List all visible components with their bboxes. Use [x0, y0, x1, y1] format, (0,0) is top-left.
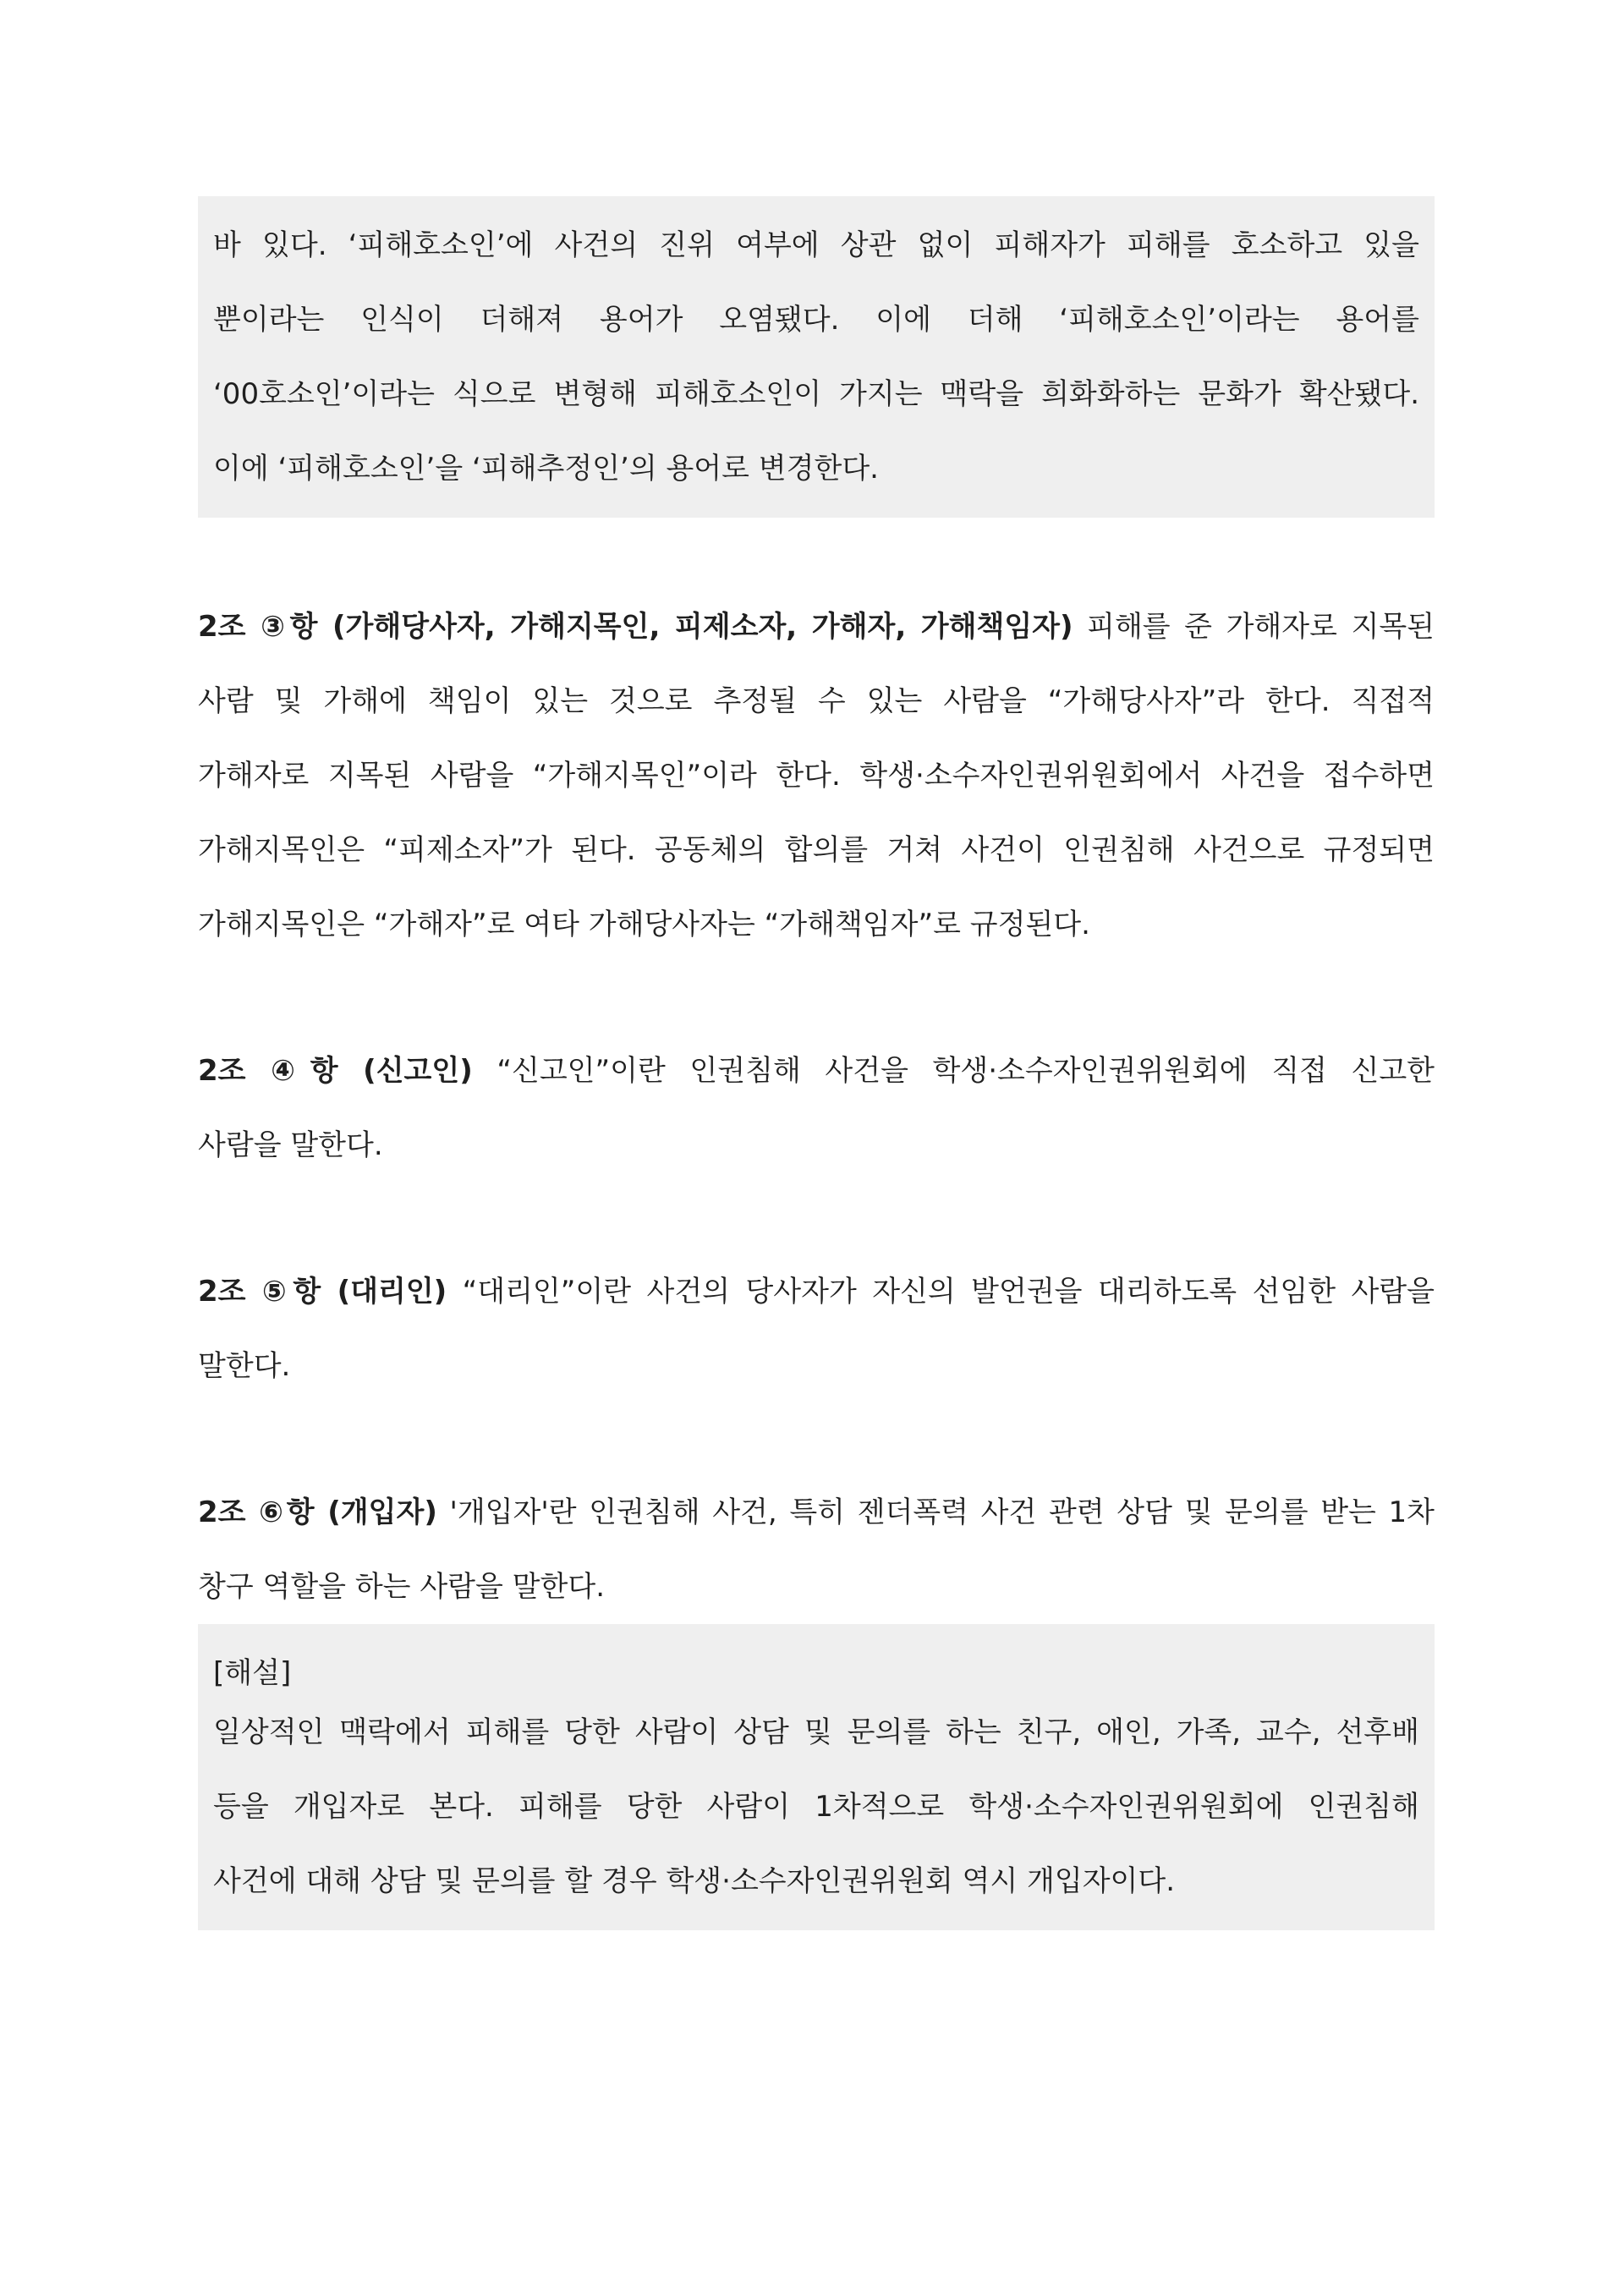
article-2-3-heading: 2조 ③항 (가해당사자, 가해지목인, 피제소자, 가해자, 가해책임자) — [198, 610, 1073, 644]
article-2-4 — [198, 1034, 1435, 1183]
article-2-6-first-line — [198, 1475, 1435, 1550]
article-2-3-line-3: 가해자로 지목된 사람을 “가해지목인”이라 한다. 학생·소수자인권위원회에서 사건을 접수하면 — [198, 759, 1435, 793]
article-2-5-text-start: “대리인”이란 사건의 당사자가 자신의 발언권을 대리하도록 선임한 사람을 — [447, 1275, 1435, 1309]
document-page — [198, 196, 1435, 1930]
box2-line-2: 등을 개입자로 본다. 피해를 당한 사람이 1차적으로 학생·소수자인권위원회에 인권침해 — [213, 1790, 1419, 1824]
article-2-5 — [198, 1254, 1435, 1403]
article-2-6-line-2: 창구 역할을 하는 사람을 말한다. — [198, 1570, 606, 1604]
article-2-4-heading: 2조 ④항 (신고인) — [198, 1054, 473, 1088]
article-2-3-text-start: 피해를 준 가해자로 지목된 — [1073, 610, 1435, 644]
article-2-5-heading: 2조 ⑤항 (대리인) — [198, 1275, 447, 1309]
commentary-box-2 — [198, 1624, 1435, 1930]
article-2-3-line-5: 가해지목인은 “가해자”로 여타 가해당사자는 “가해책임자”로 규정된다. — [198, 908, 1090, 941]
article-2-3-line-4: 가해지목인은 “피제소자”가 된다. 공동체의 합의를 거쳐 사건이 인권침해 사건으로 규정되면 — [198, 833, 1435, 867]
box1-line-1: 바 있다. ‘피해호소인’에 사건의 진위 여부에 상관 없이 피해자가 피해를 호소하고 있을 — [213, 228, 1419, 262]
box1-line-2: 뿐이라는 인식이 더해져 용어가 오염됐다. 이에 더해 ‘피해호소인’이라는 용어를 — [213, 303, 1419, 337]
article-2-6-text-start: '개입자'란 인권침해 사건, 특히 젠더폭력 사건 관련 상담 및 문의를 받는 1차 — [436, 1495, 1435, 1529]
commentary-label: [해설] — [213, 1656, 292, 1690]
article-2-5-first-line — [198, 1254, 1435, 1329]
article-2-3-line-2: 사람 및 가해에 책임이 있는 것으로 추정될 수 있는 사람을 “가해당사자”라 한다. 직접적 — [198, 684, 1435, 718]
article-2-6 — [198, 1475, 1435, 1624]
article-2-5-line-2: 말한다. — [198, 1349, 291, 1383]
box2-line-3: 사건에 대해 상담 및 문의를 할 경우 학생·소수자인권위원회 역시 개입자이다. — [213, 1864, 1176, 1898]
article-2-6-heading: 2조 ⑥항 (개입자) — [198, 1495, 437, 1529]
article-2-4-text-start: “신고인”이란 인권침해 사건을 학생·소수자인권위원회에 직접 신고한 — [472, 1054, 1435, 1088]
box1-line-4: 이에 ‘피해호소인’을 ‘피해추정인’의 용어로 변경한다. — [213, 452, 879, 486]
article-2-3 — [198, 590, 1435, 962]
box1-line-3: ‘00호소인’이라는 식으로 변형해 피해호소인이 가지는 맥락을 희화화하는 문화가 확산됐다. — [213, 377, 1419, 411]
box2-line-1: 일상적인 맥락에서 피해를 당한 사람이 상담 및 문의를 하는 친구, 애인, 가족, 교수, 선후배 — [213, 1715, 1419, 1749]
article-2-4-line-2: 사람을 말한다. — [198, 1128, 383, 1162]
article-2-3-first-line — [198, 590, 1435, 664]
article-2-4-first-line — [198, 1034, 1435, 1108]
commentary-box-1 — [198, 196, 1435, 518]
